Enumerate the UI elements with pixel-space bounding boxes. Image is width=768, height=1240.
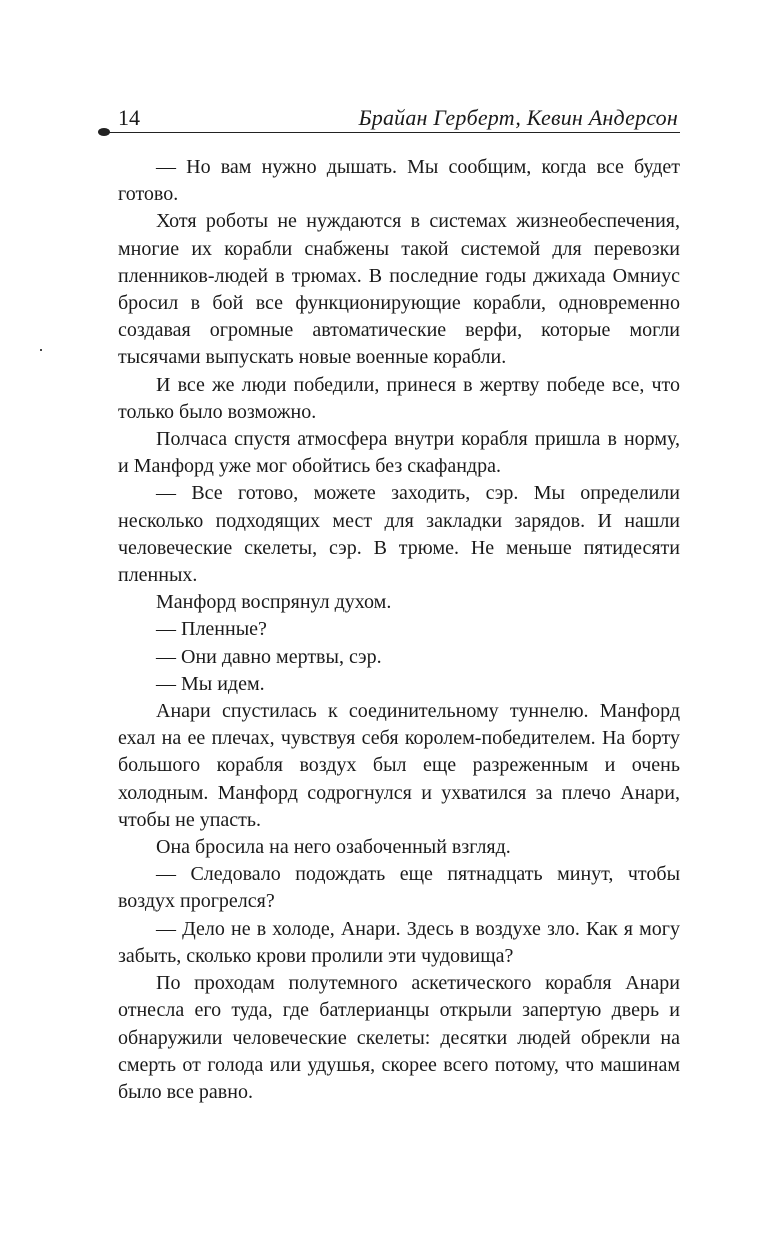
- paragraph: Она бросила на него озабоченный взгляд.: [156, 836, 511, 859]
- paragraph: — Следовало подождать еще пятнадцать минут, чтобы воздух прогрелся?: [118, 863, 680, 913]
- print-speck: [40, 349, 42, 351]
- paragraph: Хотя роботы не нуждаются в системах жизнеобеспечения, многие их корабли снабжены такой системой для перевозки пленников-людей в трюмах. В последние годы джихада Омниус бросил в бой все функционирующие корабли, одновременно создавая огромные автоматические верфи, которые могли тысячами выпускать новые военные корабли.: [118, 210, 680, 369]
- header-rule: [104, 132, 680, 133]
- paragraph: — Пленные?: [156, 618, 267, 641]
- paragraph: Полчаса спустя атмосфера внутри корабля пришла в норму, и Манфорд уже мог обойтись без скафандра.: [118, 428, 680, 478]
- paragraph: — Мы идем.: [156, 672, 265, 695]
- paragraph: — Но вам нужно дышать. Мы сообщим, когда все будет готово.: [118, 156, 680, 206]
- paragraph: И все же люди победили, принеся в жертву победе все, что только было возможно.: [118, 373, 680, 423]
- rule-ornament-icon: [98, 128, 110, 136]
- paragraph: Анари спустилась к соединительному туннелю. Манфорд ехал на ее плечах, чувствуя себя королем-победителем. На борту большого корабля воздух был еще разреженным и очень холодным. Манфорд содрогнулся и ухватился за плечо Анари, чтобы не упасть.: [118, 700, 680, 831]
- text-body: [118, 154, 680, 1106]
- paragraph: — Дело не в холоде, Анари. Здесь в воздухе зло. Как я могу забыть, сколько крови пролили эти чудовища?: [118, 917, 680, 967]
- running-title: Брайан Герберт, Кевин Андерсон: [358, 105, 678, 130]
- running-head: [118, 104, 678, 134]
- paragraph: — Они давно мертвы, сэр.: [156, 645, 382, 668]
- paragraph: По проходам полутемного аскетического корабля Анари отнесла его туда, где батлерианцы открыли запертую дверь и обнаружили человеческие скелеты: десятки людей обрекли на смерть от голода или удушья, скорее всего потому, что машинам было все равно.: [118, 972, 680, 1103]
- page-number: 14: [118, 105, 140, 130]
- paragraph: — Все готово, можете заходить, сэр. Мы определили несколько подходящих мест для закладки зарядов. И нашли человеческие скелеты, сэр. В трюме. Не меньше пятидесяти пленных.: [118, 482, 680, 587]
- paragraph: Манфорд воспрянул духом.: [156, 591, 392, 614]
